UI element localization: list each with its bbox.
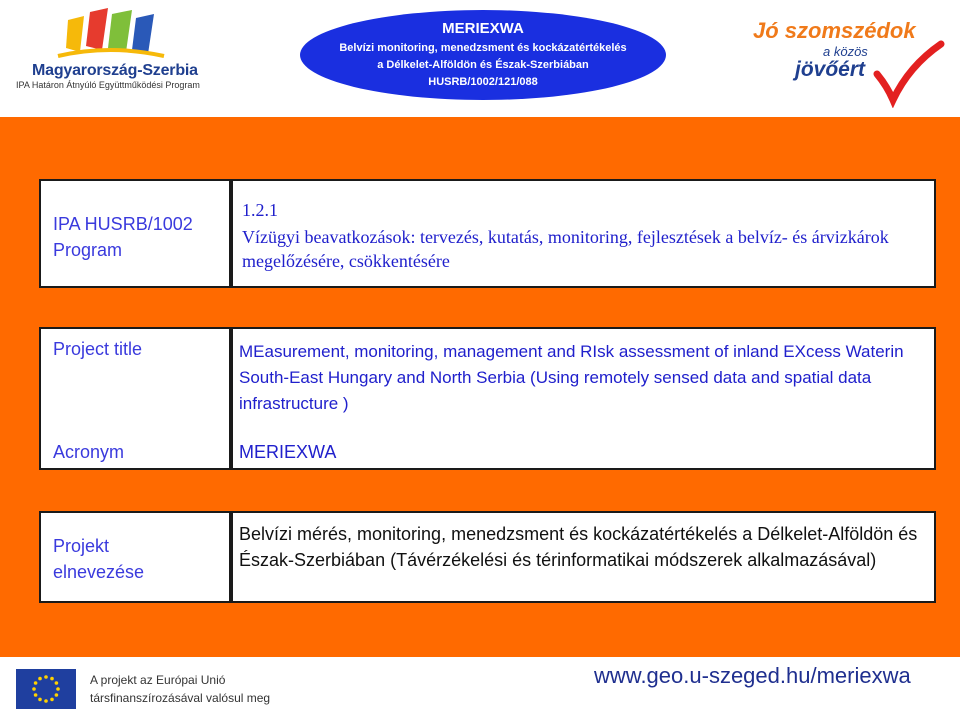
eu-text-line2: társfinanszírozásával valósul meg [90,691,271,705]
footer [0,657,960,719]
left-logo-name: Magyarország-Szerbia [32,62,198,79]
program-label-cell [39,179,231,288]
project-url-link[interactable]: www.geo.u-szeged.hu/meriexwa [594,663,911,688]
project-title-label: Project title [53,339,143,359]
project-header-ellipse [300,10,666,100]
projekt-label-cell [39,511,231,603]
program-flags-icon [50,6,170,62]
program-text: Vízügyi beavatkozások: tervezés, kutatás, monitoring, fejlesztések a belvíz- és árvizkárok megelőzésére, csökkentésére [242,227,889,271]
left-logo-subtitle: IPA Határon Átnyúló Együttműködési Program [16,80,200,90]
right-logo-line3: jövőért [795,58,866,81]
program-label-line2: Program [53,240,123,260]
right-logo-line1: Jó szomszédok [753,18,916,43]
project-text-cell [231,327,936,470]
jo-szomszedok-logo [745,18,955,108]
program-label-line1: IPA HUSRB/1002 [53,214,193,234]
program-label [53,211,193,263]
acronym-text: MERIEXWA [239,442,337,462]
eu-text-line1: A projekt az Európai Unió [90,673,226,687]
header-line2: a Délkelet-Alföldön és Észak-Szerbiában [377,59,589,71]
checkmark-icon [865,38,945,108]
acronym-label: Acronym [53,442,125,462]
program-number: 1.2.1 [242,200,278,220]
header-code: HUSRB/1002/121/088 [428,76,538,88]
project-title-text: MEasurement, monitoring, management and RIsk assessment of inland EXcess Waterin South-East Hungary and North Serbia (Using remotely sensed data and spatial data infrastructure ) [239,342,904,413]
project-label-cell [39,327,231,470]
eu-flag-icon [16,669,76,709]
magyarorszag-szerbia-logo [10,6,210,96]
projekt-text: Belvízi mérés, monitoring, menedzsment és kockázatértékelés a Délkelet-Alföldön és Észak-Szerbiában (Távérzékelési és térinformatikai módszerek alkalmazásával) [239,524,918,570]
projekt-label-line2: elnevezése [53,562,145,582]
header-acronym: MERIEXWA [442,20,524,37]
projekt-text-cell [231,511,936,603]
right-logo-line2: a közös [823,44,868,59]
projekt-label [53,533,144,585]
program-text-cell [231,179,936,288]
header [0,0,960,117]
header-line1: Belvízi monitoring, menedzsment és kockázatértékelés [339,42,627,54]
projekt-label-line1: Projekt [53,536,110,556]
